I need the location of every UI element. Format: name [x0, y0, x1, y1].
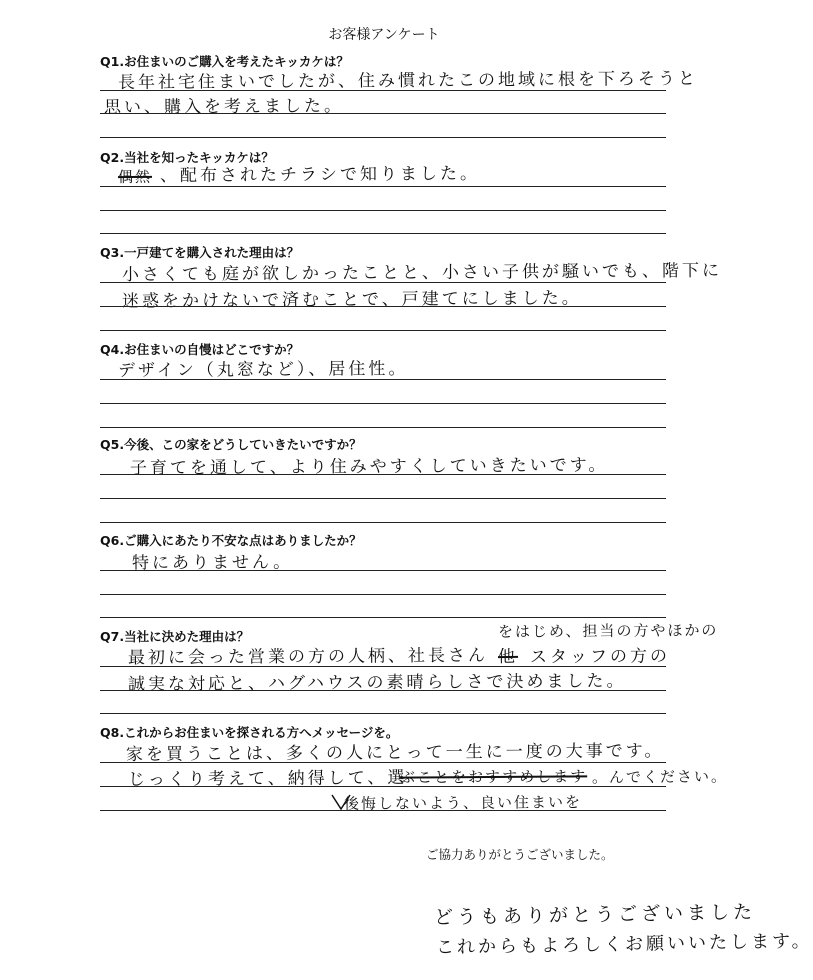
answer-line [100, 570, 666, 571]
q7-struck-word: 他 [497, 646, 519, 668]
q3-label: Q3.一戸建てを購入された理由は？ [100, 245, 300, 260]
answer-line [100, 403, 666, 404]
q6-label: Q6.ご購入にあたり不安な点はありましたか？ [100, 533, 362, 548]
q8-answer-line-1: 家を買うことは、多くの人にとって一生に一度の大事です。 [125, 741, 665, 765]
answer-line [100, 137, 666, 138]
answer-line [100, 498, 666, 499]
answer-line [100, 282, 666, 283]
q7-answer-line-1b: スタッフの方の [529, 646, 671, 668]
answer-line [100, 186, 666, 187]
answer-line [100, 594, 666, 595]
answer-line [100, 474, 666, 475]
answer-line [100, 233, 666, 234]
q7-answer-line-1a: 最初に会った営業の方の人柄、社長さん [127, 645, 489, 669]
answer-line [100, 617, 666, 618]
answer-line [100, 379, 666, 380]
q1-label: Q1.お住まいのご購入を考えたキッカケは？ [100, 54, 349, 69]
q5-answer-line-1: 子育てを通して、より住みやすくしていきたいです。 [129, 455, 609, 479]
q8-answer-line-3: 後悔しないよう、良い住まいを [343, 793, 583, 813]
answer-line [100, 306, 666, 307]
q8-struck-phrase: ぶことをおすすめします [399, 767, 588, 787]
q7-label: Q7.当社に決めた理由は？ [100, 629, 250, 644]
q4-label: Q4.お住まいの自慢はどこですか？ [100, 342, 300, 357]
answer-line [100, 690, 666, 691]
survey-title: お客様アンケート [328, 27, 440, 43]
q8-answer-line-2b: 。んでください。 [591, 767, 729, 787]
answer-line [100, 762, 666, 763]
q6-answer-line-1: 特にありません。 [131, 552, 294, 574]
q8-label: Q8.これからお住まいを探される方へメッセージを。 [100, 725, 399, 740]
q8-answer-line-2a: じっくり考えて、納得して、選 [127, 768, 408, 790]
q7-insert-above: をはじめ、担当の方やほかの [497, 621, 719, 641]
answer-line [100, 713, 666, 714]
q2-label: Q2.当社を知ったキッカケは？ [100, 150, 274, 165]
q5-label: Q5.今後、この家をどうしていきたいですか？ [100, 437, 362, 452]
q1-answer-line-1: 長年社宅住まいでしたが、住み慣れたこの地域に根を下ろそうと [117, 68, 699, 94]
q4-answer-line-1: デザイン（丸窓など）、居住性。 [117, 358, 409, 382]
answer-line [100, 90, 666, 91]
thanks-message: ご協力ありがとうございました。 [426, 847, 614, 862]
q7-answer-line-2: 誠実な対応と、ハグハウスの素晴らしさで決めました。 [127, 671, 627, 695]
answer-line [100, 113, 666, 114]
q1-answer-line-2: 思い、購入を考えました。 [103, 96, 345, 118]
answer-line [100, 522, 666, 523]
answer-line [100, 210, 666, 211]
answer-line [100, 666, 666, 667]
answer-line [100, 427, 666, 428]
q3-answer-line-2: 迷惑をかけないで済むことで、戸建てにしました。 [121, 288, 582, 312]
q2-answer-line-1: 、配布されたチラシで知りました。 [159, 163, 481, 187]
q3-answer-line-1: 小さくても庭が欲しかったことと、小さい子供が騒いでも、階下に [121, 260, 723, 286]
answer-line [100, 330, 666, 331]
answer-line [100, 786, 666, 787]
answer-line [100, 810, 666, 811]
signature-line-1: どうもありがとうございました [433, 901, 757, 929]
signature-line-2: これからもよろしくお願いいたします。 [435, 930, 813, 959]
q2-struck-word: 偶然 [117, 167, 153, 187]
